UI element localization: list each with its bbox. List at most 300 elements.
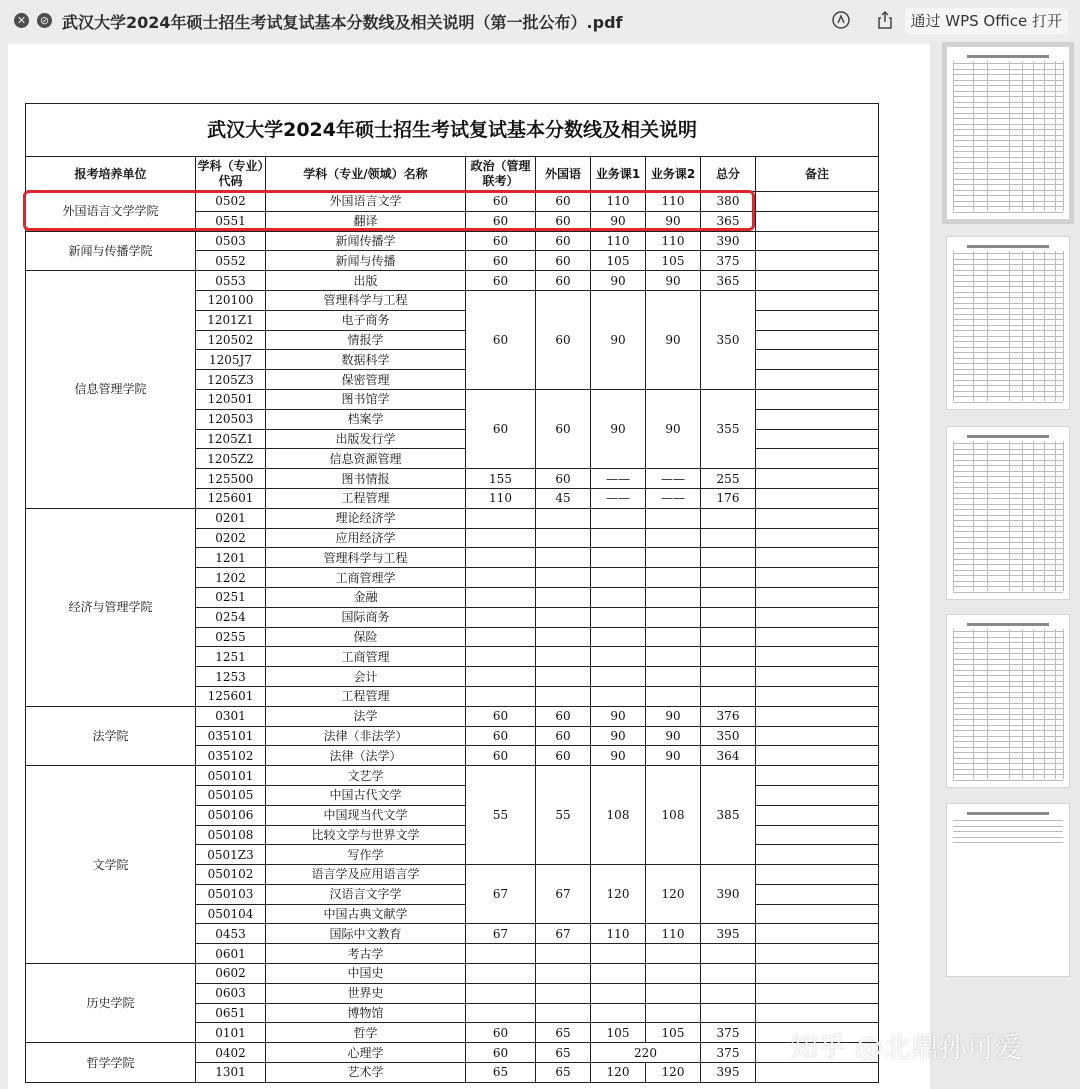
code-cell: 0255 xyxy=(196,627,266,647)
remark-cell xyxy=(756,290,879,310)
score-cell xyxy=(701,667,756,687)
remark-cell xyxy=(756,211,879,231)
score-cell xyxy=(466,686,536,706)
name-cell: 保险 xyxy=(266,627,466,647)
score-cell xyxy=(646,964,701,984)
name-cell: 中国古代文学 xyxy=(266,785,466,805)
open-with-wps-button[interactable]: 通过 WPS Office 打开 xyxy=(905,8,1069,34)
name-cell: 档案学 xyxy=(266,409,466,429)
name-cell: 情报学 xyxy=(266,330,466,350)
score-cell xyxy=(466,548,536,568)
table-row xyxy=(26,1043,879,1063)
score-cell xyxy=(646,983,701,1003)
score-cell xyxy=(701,587,756,607)
score-cell xyxy=(646,568,701,588)
unit-cell: 文学院 xyxy=(26,766,196,964)
slash-circle-icon[interactable]: ⊘ xyxy=(37,13,52,28)
unit-cell: 外国语言文学学院 xyxy=(26,192,196,232)
page-thumbnail-5[interactable] xyxy=(946,803,1070,977)
remark-cell xyxy=(756,726,879,746)
score-cell xyxy=(591,587,646,607)
document-title: 武汉大学2024年硕士招生考试复试基本分数线及相关说明 xyxy=(26,104,879,157)
code-cell: 1205Z3 xyxy=(196,370,266,390)
name-cell: 博物馆 xyxy=(266,1003,466,1023)
score-cell: 375 xyxy=(701,251,756,271)
name-cell: 世界史 xyxy=(266,983,466,1003)
code-cell: 050101 xyxy=(196,766,266,786)
score-cell: 110 xyxy=(646,231,701,251)
code-cell: 0453 xyxy=(196,924,266,944)
table-row xyxy=(26,964,879,984)
score-cell xyxy=(536,508,591,528)
score-cell xyxy=(701,568,756,588)
remark-cell xyxy=(756,845,879,865)
code-cell: 0251 xyxy=(196,587,266,607)
score-cell: 90 xyxy=(591,211,646,231)
score-cell xyxy=(536,627,591,647)
remark-cell xyxy=(756,983,879,1003)
remark-cell xyxy=(756,528,879,548)
unit-cell: 哲学学院 xyxy=(26,1043,196,1083)
code-cell: 050106 xyxy=(196,805,266,825)
score-cell: 108 xyxy=(591,766,646,865)
header-name: 学科（专业/领域）名称 xyxy=(266,157,466,192)
score-cell: 110 xyxy=(591,192,646,212)
code-cell: 1253 xyxy=(196,667,266,687)
score-cell: 60 xyxy=(466,706,536,726)
score-cell xyxy=(466,983,536,1003)
score-cell xyxy=(701,528,756,548)
score-cell: 60 xyxy=(466,192,536,212)
remark-cell xyxy=(756,785,879,805)
score-cell: 90 xyxy=(646,706,701,726)
score-cell xyxy=(466,607,536,627)
code-cell: 0501Z3 xyxy=(196,845,266,865)
score-cell: 90 xyxy=(646,211,701,231)
name-cell: 中国现当代文学 xyxy=(266,805,466,825)
score-cell: 110 xyxy=(591,231,646,251)
name-cell: 会计 xyxy=(266,667,466,687)
code-cell: 0651 xyxy=(196,1003,266,1023)
score-cell: 90 xyxy=(591,271,646,291)
remark-cell xyxy=(756,686,879,706)
name-cell: 图书情报 xyxy=(266,469,466,489)
score-cell xyxy=(591,667,646,687)
code-cell: 050108 xyxy=(196,825,266,845)
score-cell: 90 xyxy=(591,706,646,726)
name-cell: 法学 xyxy=(266,706,466,726)
score-table xyxy=(25,103,879,1083)
score-cell: 110 xyxy=(646,192,701,212)
score-cell: 60 xyxy=(536,251,591,271)
score-cell: 365 xyxy=(701,271,756,291)
watermark: 知乎 @北鼎孙可爱 xyxy=(790,1031,1023,1064)
score-cell: 176 xyxy=(701,488,756,508)
score-cell xyxy=(591,964,646,984)
name-cell: 金融 xyxy=(266,587,466,607)
remark-cell xyxy=(756,251,879,271)
remark-cell xyxy=(756,766,879,786)
name-cell: 国际中文教育 xyxy=(266,924,466,944)
page-thumbnail-1[interactable] xyxy=(946,46,1070,220)
score-cell xyxy=(466,568,536,588)
code-cell: 125500 xyxy=(196,469,266,489)
code-cell: 1201 xyxy=(196,548,266,568)
remark-cell xyxy=(756,568,879,588)
code-cell: 050104 xyxy=(196,904,266,924)
markup-icon[interactable] xyxy=(830,10,852,32)
code-cell: 0502 xyxy=(196,192,266,212)
name-cell: 中国古典文献学 xyxy=(266,904,466,924)
page-thumbnail-4[interactable] xyxy=(946,614,1070,788)
score-cell xyxy=(646,647,701,667)
score-cell xyxy=(536,944,591,964)
header-course2: 业务课2 xyxy=(646,157,701,192)
score-cell: 380 xyxy=(701,192,756,212)
score-cell: 105 xyxy=(646,1023,701,1043)
score-cell: 110 xyxy=(646,924,701,944)
score-cell xyxy=(701,944,756,964)
remark-cell xyxy=(756,389,879,409)
score-cell: —— xyxy=(646,488,701,508)
score-cell xyxy=(646,667,701,687)
name-cell: 新闻传播学 xyxy=(266,231,466,251)
unit-cell: 信息管理学院 xyxy=(26,271,196,509)
remark-cell xyxy=(756,548,879,568)
name-cell: 信息资源管理 xyxy=(266,449,466,469)
code-cell: 0202 xyxy=(196,528,266,548)
score-cell: 90 xyxy=(646,389,701,468)
remark-cell xyxy=(756,825,879,845)
score-cell xyxy=(591,647,646,667)
name-cell: 心理学 xyxy=(266,1043,466,1063)
score-cell: 65 xyxy=(536,1043,591,1063)
name-cell: 法律（法学） xyxy=(266,746,466,766)
score-cell xyxy=(701,1003,756,1023)
name-cell: 图书馆学 xyxy=(266,389,466,409)
header-foreign: 外国语 xyxy=(536,157,591,192)
score-cell xyxy=(701,508,756,528)
score-cell: 60 xyxy=(536,192,591,212)
name-cell: 新闻与传播 xyxy=(266,251,466,271)
table-row xyxy=(26,508,879,528)
unit-cell: 历史学院 xyxy=(26,964,196,1043)
table-row xyxy=(26,706,879,726)
code-cell: 050103 xyxy=(196,884,266,904)
name-cell: 艺术学 xyxy=(266,1063,466,1083)
score-cell: 105 xyxy=(591,1023,646,1043)
code-cell: 0503 xyxy=(196,231,266,251)
score-cell: 355 xyxy=(701,389,756,468)
name-cell: 法律（非法学） xyxy=(266,726,466,746)
code-cell: 0553 xyxy=(196,271,266,291)
score-cell: 376 xyxy=(701,706,756,726)
score-cell xyxy=(536,528,591,548)
score-cell xyxy=(466,944,536,964)
code-cell: 0551 xyxy=(196,211,266,231)
share-icon[interactable] xyxy=(874,10,896,32)
window-title: 武汉大学2024年硕士招生考试复试基本分数线及相关说明（第一批公布）.pdf xyxy=(62,13,623,32)
score-cell xyxy=(701,686,756,706)
unit-cell: 经济与管理学院 xyxy=(26,508,196,706)
score-cell xyxy=(701,607,756,627)
name-cell: 理论经济学 xyxy=(266,508,466,528)
score-cell: 120 xyxy=(646,865,701,924)
score-cell: 110 xyxy=(591,924,646,944)
score-cell: 390 xyxy=(701,865,756,924)
name-cell: 哲学 xyxy=(266,1023,466,1043)
score-cell: 110 xyxy=(466,488,536,508)
score-cell: 90 xyxy=(591,290,646,389)
code-cell: 1205Z2 xyxy=(196,449,266,469)
score-cell: 60 xyxy=(466,746,536,766)
window-titlebar xyxy=(0,0,1080,42)
score-cell xyxy=(591,528,646,548)
score-cell: 385 xyxy=(701,766,756,865)
code-cell: 0603 xyxy=(196,983,266,1003)
score-cell xyxy=(591,568,646,588)
table-row xyxy=(26,231,879,251)
score-cell xyxy=(591,1003,646,1023)
score-cell: 60 xyxy=(536,746,591,766)
remark-cell xyxy=(756,627,879,647)
score-cell xyxy=(646,548,701,568)
score-cell: 60 xyxy=(466,251,536,271)
score-cell xyxy=(536,587,591,607)
score-cell xyxy=(701,647,756,667)
name-cell: 保密管理 xyxy=(266,370,466,390)
score-cell: 60 xyxy=(466,231,536,251)
remark-cell xyxy=(756,964,879,984)
score-cell xyxy=(591,548,646,568)
name-cell: 管理科学与工程 xyxy=(266,548,466,568)
code-cell: 0602 xyxy=(196,964,266,984)
score-cell xyxy=(536,548,591,568)
score-cell xyxy=(466,587,536,607)
code-cell: 0402 xyxy=(196,1043,266,1063)
score-cell xyxy=(591,983,646,1003)
header-course1: 业务课1 xyxy=(591,157,646,192)
score-cell: 375 xyxy=(701,1023,756,1043)
remark-cell xyxy=(756,370,879,390)
remark-cell xyxy=(756,508,879,528)
code-cell: 050105 xyxy=(196,785,266,805)
score-cell: 120 xyxy=(591,1063,646,1083)
score-cell xyxy=(701,983,756,1003)
score-cell: 60 xyxy=(466,290,536,389)
unit-cell: 法学院 xyxy=(26,706,196,765)
score-cell: 120 xyxy=(591,865,646,924)
code-cell: 0254 xyxy=(196,607,266,627)
score-cell xyxy=(466,647,536,667)
name-cell: 文艺学 xyxy=(266,766,466,786)
name-cell: 比较文学与世界文学 xyxy=(266,825,466,845)
score-cell: —— xyxy=(591,469,646,489)
score-cell xyxy=(466,528,536,548)
score-cell: 65 xyxy=(536,1063,591,1083)
score-cell: 67 xyxy=(466,924,536,944)
score-cell xyxy=(536,647,591,667)
remark-cell xyxy=(756,805,879,825)
code-cell: 0101 xyxy=(196,1023,266,1043)
name-cell: 应用经济学 xyxy=(266,528,466,548)
page-thumbnail-2[interactable] xyxy=(946,236,1070,410)
score-cell: 390 xyxy=(701,231,756,251)
score-cell: 375 xyxy=(701,1043,756,1063)
name-cell: 出版发行学 xyxy=(266,429,466,449)
score-cell: 350 xyxy=(701,290,756,389)
remark-cell xyxy=(756,607,879,627)
score-cell xyxy=(466,508,536,528)
remark-cell xyxy=(756,271,879,291)
code-cell: 050102 xyxy=(196,865,266,885)
remark-cell xyxy=(756,449,879,469)
code-cell: 035102 xyxy=(196,746,266,766)
score-cell: 60 xyxy=(536,389,591,468)
score-cell: 67 xyxy=(536,865,591,924)
header-unit: 报考培养单位 xyxy=(26,157,196,192)
score-cell: 365 xyxy=(701,211,756,231)
header-politics: 政治（管理联考） xyxy=(466,157,536,192)
score-cell: 60 xyxy=(466,389,536,468)
score-cell: 255 xyxy=(701,469,756,489)
score-cell: 90 xyxy=(591,746,646,766)
name-cell: 国际商务 xyxy=(266,607,466,627)
score-cell xyxy=(646,944,701,964)
code-cell: 120503 xyxy=(196,409,266,429)
score-cell: 60 xyxy=(536,706,591,726)
score-cell: —— xyxy=(591,488,646,508)
page-thumbnail-3[interactable] xyxy=(946,426,1070,600)
score-cell: 65 xyxy=(536,1023,591,1043)
score-cell: 155 xyxy=(466,469,536,489)
name-cell: 工商管理 xyxy=(266,647,466,667)
score-cell: 120 xyxy=(646,1063,701,1083)
score-cell xyxy=(591,944,646,964)
remark-cell xyxy=(756,429,879,449)
score-cell: 60 xyxy=(536,211,591,231)
score-cell xyxy=(536,607,591,627)
score-cell: 60 xyxy=(466,1043,536,1063)
code-cell: 125601 xyxy=(196,686,266,706)
score-cell xyxy=(536,568,591,588)
name-cell: 出版 xyxy=(266,271,466,291)
score-cell xyxy=(466,627,536,647)
score-cell xyxy=(646,1003,701,1023)
remark-cell xyxy=(756,647,879,667)
score-cell: 90 xyxy=(646,726,701,746)
remark-cell xyxy=(756,706,879,726)
score-cell: 55 xyxy=(536,766,591,865)
table-row xyxy=(26,766,879,786)
remark-cell xyxy=(756,350,879,370)
score-cell xyxy=(466,964,536,984)
name-cell: 工商管理学 xyxy=(266,568,466,588)
score-cell xyxy=(536,964,591,984)
name-cell: 翻译 xyxy=(266,211,466,231)
code-cell: 120501 xyxy=(196,389,266,409)
name-cell: 汉语言文字学 xyxy=(266,884,466,904)
code-cell: 120502 xyxy=(196,330,266,350)
score-cell: 105 xyxy=(646,251,701,271)
remark-cell xyxy=(756,667,879,687)
remark-cell xyxy=(756,884,879,904)
score-cell: 364 xyxy=(701,746,756,766)
close-icon[interactable]: ✕ xyxy=(14,13,29,28)
score-cell xyxy=(466,1003,536,1023)
score-cell: 60 xyxy=(466,211,536,231)
score-cell xyxy=(646,686,701,706)
code-cell: 0552 xyxy=(196,251,266,271)
header-code: 学科（专业）代码 xyxy=(196,157,266,192)
score-cell: 220 xyxy=(591,1043,701,1063)
score-cell: 90 xyxy=(646,271,701,291)
score-cell: 395 xyxy=(701,924,756,944)
score-cell: 60 xyxy=(536,726,591,746)
name-cell: 管理科学与工程 xyxy=(266,290,466,310)
name-cell: 外国语言文学 xyxy=(266,192,466,212)
score-cell: 395 xyxy=(701,1063,756,1083)
score-cell: 45 xyxy=(536,488,591,508)
score-cell xyxy=(591,607,646,627)
name-cell: 数据科学 xyxy=(266,350,466,370)
score-cell xyxy=(591,508,646,528)
code-cell: 1205Z1 xyxy=(196,429,266,449)
code-cell: 0201 xyxy=(196,508,266,528)
remark-cell xyxy=(756,469,879,489)
score-cell xyxy=(536,983,591,1003)
score-cell: 65 xyxy=(466,1063,536,1083)
score-cell: —— xyxy=(646,469,701,489)
code-cell: 0301 xyxy=(196,706,266,726)
name-cell: 语言学及应用语言学 xyxy=(266,865,466,885)
score-cell xyxy=(646,627,701,647)
score-cell xyxy=(701,964,756,984)
score-cell xyxy=(591,686,646,706)
remark-cell xyxy=(756,409,879,429)
score-cell xyxy=(646,587,701,607)
code-cell: 120100 xyxy=(196,290,266,310)
score-cell xyxy=(536,686,591,706)
code-cell: 1251 xyxy=(196,647,266,667)
score-cell xyxy=(646,607,701,627)
score-cell: 105 xyxy=(591,251,646,271)
name-cell: 考古学 xyxy=(266,944,466,964)
code-cell: 035101 xyxy=(196,726,266,746)
header-remark: 备注 xyxy=(756,157,879,192)
score-cell: 60 xyxy=(536,469,591,489)
score-cell xyxy=(536,1003,591,1023)
score-cell: 90 xyxy=(591,389,646,468)
remark-cell xyxy=(756,587,879,607)
score-cell: 90 xyxy=(646,290,701,389)
score-cell: 60 xyxy=(466,1023,536,1043)
score-cell xyxy=(701,548,756,568)
score-cell xyxy=(591,627,646,647)
name-cell: 写作学 xyxy=(266,845,466,865)
code-cell: 1205J7 xyxy=(196,350,266,370)
remark-cell xyxy=(756,865,879,885)
table-row xyxy=(26,271,879,291)
remark-cell xyxy=(756,944,879,964)
name-cell: 工程管理 xyxy=(266,488,466,508)
score-cell: 60 xyxy=(466,271,536,291)
remark-cell xyxy=(756,192,879,212)
score-cell: 90 xyxy=(646,746,701,766)
header-total: 总分 xyxy=(701,157,756,192)
score-cell: 60 xyxy=(466,726,536,746)
remark-cell xyxy=(756,904,879,924)
